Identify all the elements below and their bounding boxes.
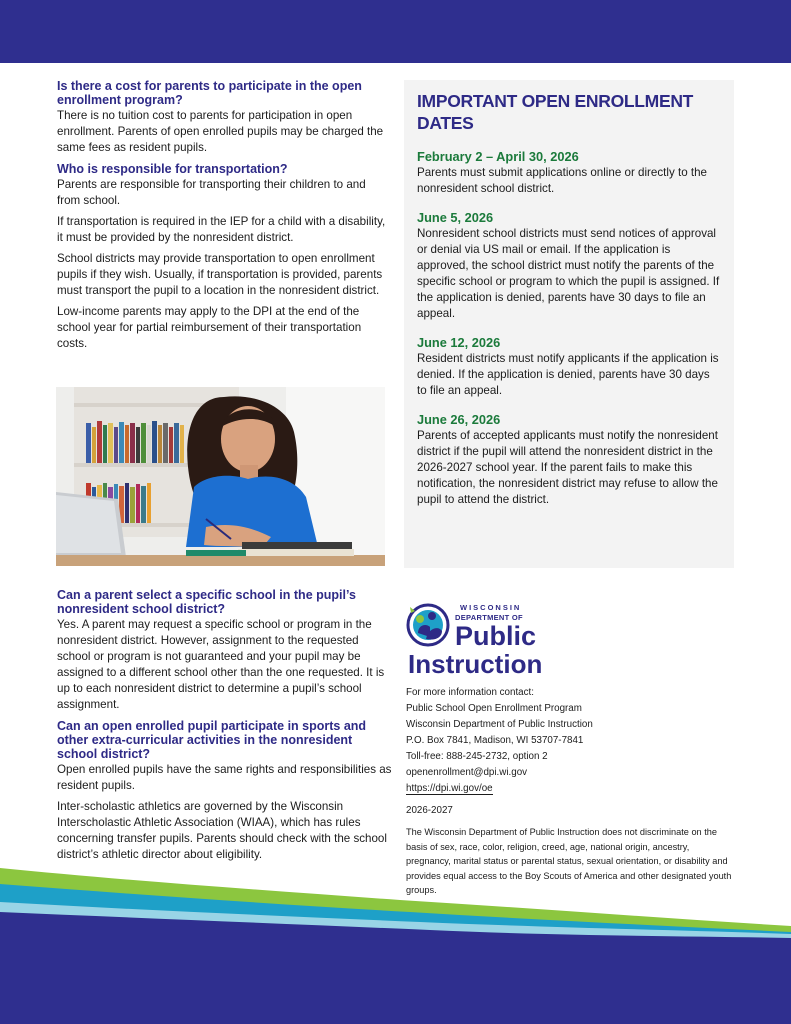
faq-answer: Open enrolled pupils have the same rights and responsibilities as resident pupils. [57,763,392,792]
logo-line3: Public [455,621,537,651]
faq-answer: There is no tuition cost to parents for participation in open enrollment. Parents of open enrolled pupils may be charged the same fees as resident pupils. [57,109,384,154]
logo-line2: DEPARTMENT OF [455,613,523,622]
date-description: Parents must submit applications online or directly to the nonresident school district. [417,166,707,195]
date-heading: February 2 – April 30, 2026 [417,149,579,164]
faq-answer: If transportation is required in the IEP for a child with a disability, it must be provided by the nonresident district. [57,215,386,244]
faq-specific-school [57,588,392,713]
dpi-logo [406,599,556,677]
faq-question: Can an open enrolled pupil participate in sports and other extra-curricular activities in the nonresident school district? [57,719,367,761]
date-description: Resident districts must notify applicants if the application is denied. If the application is denied, parents have 30 days to file an appeal. [417,352,719,397]
student-photo [56,387,385,566]
logo-line4: Instruction [408,649,543,677]
logo-line1: WISCONSIN [460,603,522,612]
contact-email[interactable]: openenrollment@dpi.wi.gov [406,767,528,778]
contact-url-link[interactable]: https://dpi.wi.gov/oe [406,783,493,794]
date-heading: June 26, 2026 [417,412,501,427]
faq-question: Is there a cost for parents to participate in the open enrollment program? [57,79,362,107]
date-item [417,412,722,508]
date-item [417,210,722,322]
faq-cost [57,79,387,156]
date-description: Parents of accepted applicants must notify the nonresident district if the pupil will attend the nonresident district in the 2026-2027 school year. If the parent fails to make this notification, the nonresident district may refuse to allow the pupil to attend the district. [417,429,718,506]
contact-line: Wisconsin Department of Public Instruction [406,719,593,730]
faq-question: Who is responsible for transportation? [57,162,288,176]
date-heading: June 5, 2026 [417,210,494,225]
footer-waves [0,850,791,1024]
non-discrimination-statement: The Wisconsin Department of Public Instruction does not discriminate on the basis of sex, race, color, religion, creed, age, national origin, ancestry, pregnancy, marital status or parental status, sexual orientation, or disability and provides equal access to the Boy Scouts of America and other designated youth groups. [406,827,732,896]
faq-transportation [57,162,387,352]
contact-intro: For more information contact: [406,687,534,698]
faq-answer: Inter-scholastic athletics are governed by the Wisconsin Interscholastic Athletic Association (WIAA), which has rules concerning transfer pupils. Parents should check with the school district’s athletic director about eligibility. [57,800,387,861]
date-item [417,149,722,197]
top-banner [0,0,791,63]
faq-answer: Parents are responsible for transporting their children to and from school. [57,178,366,207]
faq-column-bottom [57,588,392,869]
faq-answer: Yes. A parent may request a specific school or program in the nonresident district. However, assignment to the requested school or program is not guaranteed and your pupil may be assigned to a different school other than the one requested. It is up to each nonresident district to determine a pupil’s school assignment. [57,618,385,711]
faq-sports [57,719,392,863]
school-year: 2026-2027 [406,805,453,816]
faq-answer: Low-income parents may apply to the DPI at the end of the school year for partial reimbursement of their transportation costs. [57,305,362,350]
date-description: Nonresident school districts must send notices of approval or denial via US mail or email. If the application is approved, the school district must notify the parents of the specific school or program to which the pupil is assigned. If the application is denied, parents have 30 days to file an appeal. [417,227,720,320]
contact-line: Toll-free: 888-245-2732, option 2 [406,751,548,762]
contact-line: P.O. Box 7841, Madison, WI 53707-7841 [406,735,584,746]
important-dates-box [404,80,734,568]
student-photo-illustration [56,387,385,566]
faq-column-top [57,79,387,358]
date-item [417,335,722,399]
contact-line: Public School Open Enrollment Program [406,703,582,714]
dates-title: IMPORTANT OPEN ENROLLMENT DATES [417,91,694,133]
date-heading: June 12, 2026 [417,335,501,350]
faq-answer: School districts may provide transportation to open enrollment pupils if they wish. Usually, if transportation is provided, parents must transport the pupil to a location in the nonresident district. [57,252,383,297]
faq-question: Can a parent select a specific school in the pupil’s nonresident school district? [57,588,356,616]
